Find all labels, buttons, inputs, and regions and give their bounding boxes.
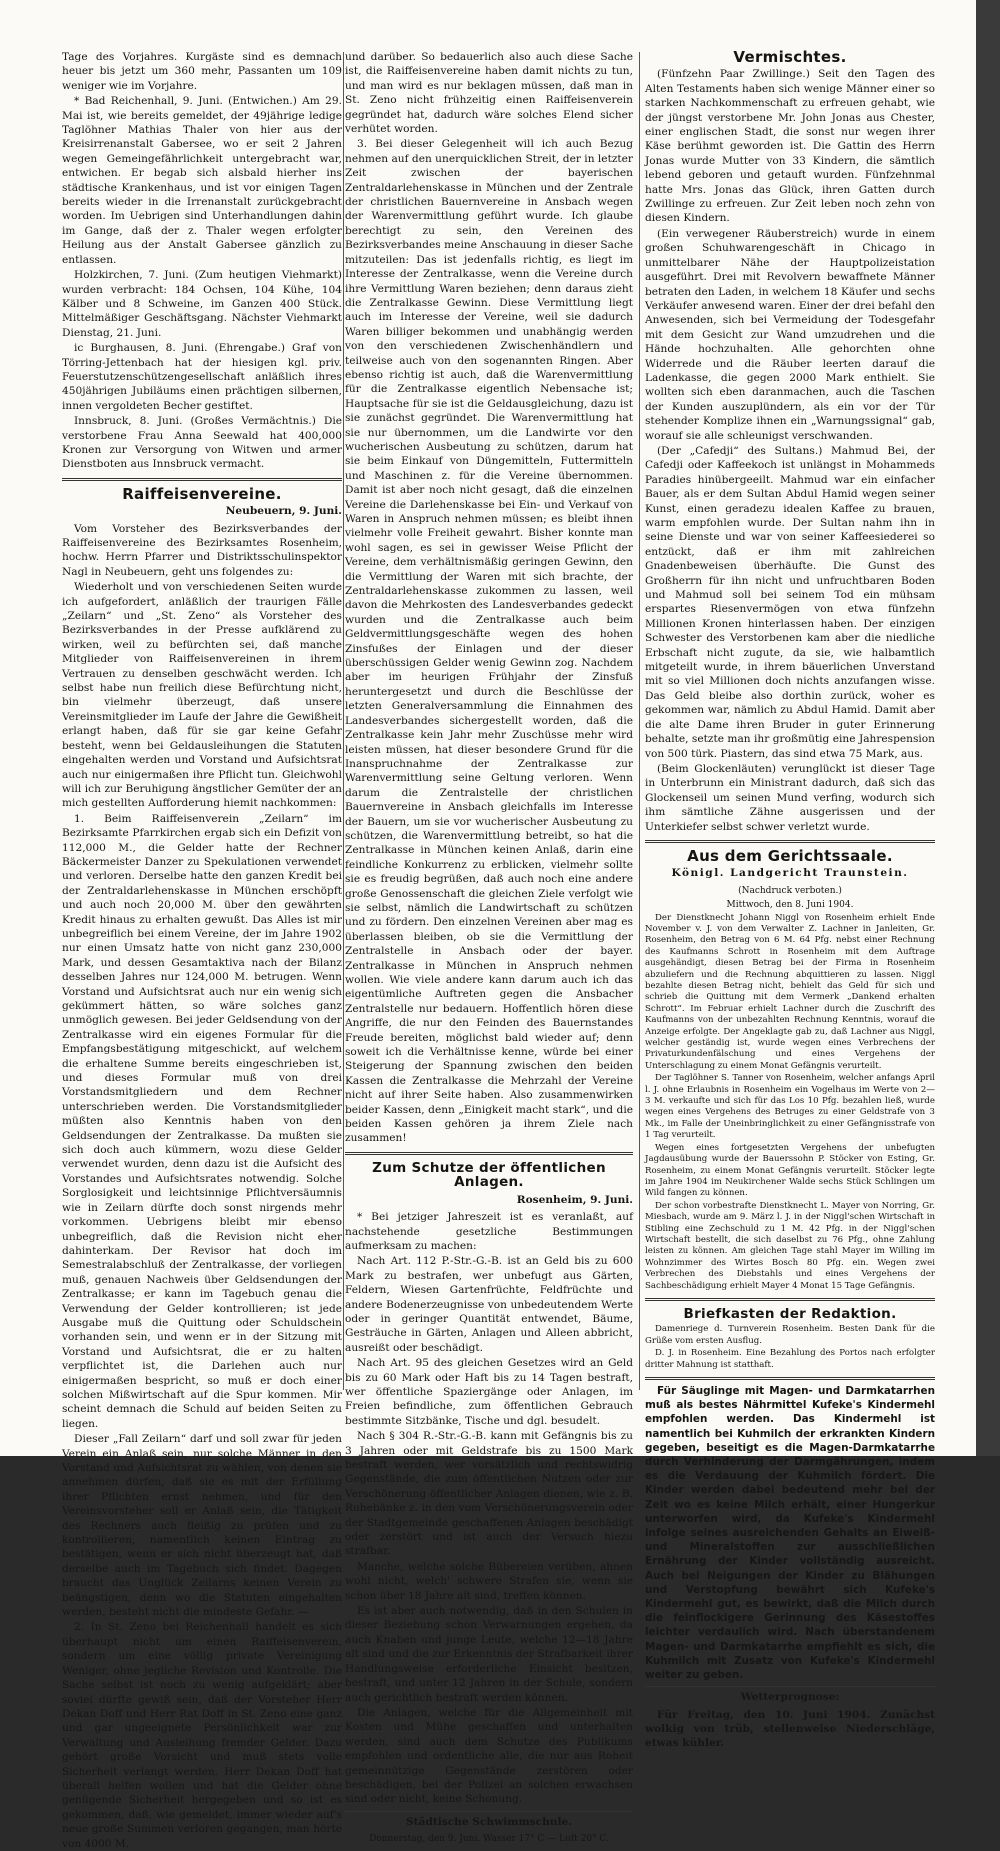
divider bbox=[645, 1686, 935, 1687]
article-paragraph: * Bei jetziger Jahreszeit ist es veranlaßt, auf nachstehende gesetzliche Bestimmungen aufmerksam zu machen: bbox=[345, 1211, 633, 1252]
article-paragraph: ic Burghausen, 8. Juni. (Ehrengabe.) Graf von Törring-Jettenbach hat der hiesigen kgl. priv. Feuerstutzenschützengesellschaft anläßlich ihres 450jährigen Jubiläums einen prächtigen silbernen, innen vergoldeten Becher gestiftet. bbox=[62, 342, 342, 412]
article-paragraph: Holzkirchen, 7. Juni. (Zum heutigen Viehmarkt) wurden verbracht: 184 Ochsen, 104 Kühe, 104 Kälber und 8 Schweine, im Ganzen 400 Stück. Mittelmäßiger Geschäftsgang. Nächster Viehmarkt Dienstag, 21. Juni. bbox=[62, 269, 342, 339]
article-paragraph: * Bad Reichenhall, 9. Juni. (Entwichen.) Am 29. Mai ist, wie bereits gemeldet, der 49jährige ledige Taglöhner Mathias Thaler von hier aus der Kreisirrenanstalt Gabersee, wo er seit 2 Jahren wegen Gemeingefährlichkeit untergebracht war, entwichen. Er begab sich alsbald hierher ins städtische Krankenhaus, und ist vor einigen Tagen bereits wieder in die Irrenanstalt zurückgebracht worden. Im Uebrigen sind Unterhandlungen dahin im Gange, daß der z. Thaler wegen erfolgter Heilung aus der Anstalt Gabersee gänzlich zu entlassen. bbox=[62, 95, 342, 266]
mailbox-entry: Damenriege d. Turnverein Rosenheim. Besten Dank für die Grüße vom ersten Ausflug. bbox=[645, 1324, 935, 1346]
swim-heading: Städtische Schwimmschule. bbox=[406, 1815, 572, 1828]
column-3 bbox=[645, 48, 935, 1750]
column-1 bbox=[62, 50, 342, 1850]
court-reports bbox=[645, 913, 935, 1292]
section-heading: Zum Schutze der öffentlichen Anlagen. bbox=[372, 1159, 606, 1191]
court-date: Mittwoch, den 8. Juni 1904. bbox=[726, 900, 854, 911]
court-report: Der Taglöhner S. Tanner von Rosenheim, welcher anfangs April l. J. ohne Erlaubnis in Rosenheim ein Vogelhaus im Werte von 2—3 M. verkaufte und sich für das Los 10 Pfg. bezahlen ließ, wurde wegen eines Vergehens des Betruges zu einer Geldstrafe von 3 Mk., im Falle der Uneinbringlichkeit zu einer Gefängnisstrafe von 1 Tag verurteilt. bbox=[645, 1073, 935, 1141]
article-paragraph: Nach Art. 112 P.-Str.-G.-B. ist an Geld bis zu 600 Mark zu bestrafen, wer unbefugt aus Gärten, Feldern, Wiesen Gartenfrüchte, Feldfrüchte und andere Bodenerzeugnisse von unbedeutendem Werte oder in geringer Quantität entwendet, Bäume, Gesträuche in Gärten, Anlagen und Alleen abbricht, ausreißt oder beschädigt. bbox=[345, 1255, 633, 1354]
page-edge bbox=[976, 0, 1000, 1456]
court-report: Wegen eines fortgesetzten Vergehens der unbefugten Jagdausübung wurde der Bauerssohn P. Stöcker von Esting, Gr. Rosenheim, zu einem Monat Gefängnis verurteilt. Stöcker legte im Jahre 1904 im Neukirchener Walde sechs Stück Schlingen um Wild fangen zu können. bbox=[645, 1142, 935, 1199]
court-subheading: Königl. Landgericht Traunstein. bbox=[671, 867, 909, 880]
weather-forecast: Für Freitag, den 10. Juni 1904. Zunächst wolkig von trüb, stellenweise Niederschläge, etwas kühler. bbox=[645, 1708, 935, 1750]
section-heading: Raiffeisenvereine. bbox=[122, 484, 282, 503]
reprint-note: (Nachdruck verboten.) bbox=[738, 885, 842, 896]
article-paragraph: (Beim Glockenläuten) verunglückt ist dieser Tage in Unterbrunn ein Ministrant dadurch, daß sich das Glockenseil um seinen Mund verfing, wodurch sich ihm sämtliche Zähne ausgerissen und der Unterkiefer selbst schwer verletzt wurde. bbox=[645, 762, 935, 833]
advertisement: Für Säuglinge mit Magen- und Darmkatarrhen muß als bestes Nährmittel Kufeke's Kindermehl empfohlen werden. Das Kindermehl ist namentlich bei Kuhmilch der erkrankten Kindern gegeben, beseitigt es die Magen-Darmkatarrhe durch Verhinderung der Darmgährungen, indem es die Verdauung der Kuhmilch fördert. Die Kinder werden dabei bedeutend mehr bei der Zeit wo es keine Milch erhält, einer Hungerkur unterworfen wird, da Kufeke's Kindermehl infolge seines ausreichenden Gehalts an Eiweiß- und Mineralstoffen zur ausschließlichen Ernährung der Kinder vollständig ausreicht. Auch bei Neigungen der Kinder zu Blähungen und Verstopfung bewährt sich Kufeke's Kindermehl gut, es bewirkt, daß die Milch durch die feinflockigere Gerinnung des Käsestoffes leichter verdaulich wird. Nach überstandenem Magen- und Darmkatarrhe empfiehlt es sich, die Kuhmilch mit Zusatz von Kufeke's Kindermehl weiter zu geben. bbox=[645, 1385, 935, 1682]
section-heading: Vermischtes. bbox=[733, 48, 847, 66]
article-paragraph: (Ein verwegener Räuberstreich) wurde in einem großen Schuhwarengeschäft in Chicago in unmittelbarer Nähe der Hauptpolizeistation ausgeführt. Drei mit Revolvern bewaffnete Männer betraten den Laden, in welchem 18 Käufer und sechs Verkäufer anwesend waren. Einer der drei befahl den Anwesenden, sich bei Vermeidung der Todesgefahr mit dem Gesicht zur Wand umzudrehen und die Hände hochzuhalten. Alle gehorchten ohne Widerrede und die Räuber leerten darauf die Ladenkasse, die gegen 2000 Mark enthielt. Sie wollten sich eben daranmachen, auch die Taschen der Kunden auszuplündern, als ein vor der Tür stehender Komplize ihnen ein „Warnungssignal“ gab, worauf sie alle schleunigst verschwanden. bbox=[645, 227, 935, 442]
divider bbox=[645, 840, 935, 843]
article-paragraph: 2. In St. Zeno bei Reichenhall handelt es sich überhaupt nicht um einen Raiffeisenverein, sondern um eine völlig private Vereinigung Weniger, ohne jegliche Revision und Kontrolle. Die Sache selbst ist noch zu wenig aufgeklärt; aber soviel dürfte gewiß sein, daß der Vorsteher Herr Dekan Doff und Herr Rat Doff in St. Zeno eine ganz und gar ungeeignete Persönlichkeit war zur Verwaltung und Ausleihung fremder Gelder. Dazu gehört große Vorsicht und muß stets volle Sicherheit verlangt werden. Herr Dekan Doff hat überall helfen wollen und hat die Gelder ohne genügende Sicherheit hergegeben und so ist es gekommen, daß, wie gemeldet, immer wieder auf's neue große Summen verloren gegangen, man hörte von 4000 M. bbox=[62, 1621, 342, 1850]
section-heading: Briefkasten der Redaktion. bbox=[683, 1305, 897, 1322]
column-divider bbox=[639, 52, 640, 1390]
article-paragraph: und darüber. So bedauerlich also auch diese Sache ist, die Raiffeisenvereine haben damit nichts zu tun, und man wird es nur beklagen müssen, daß man in St. Zeno nicht frühzeitig einen Raiffeisenverein gegründet hat, dadurch wäre solches Elend sicher verhütet worden. bbox=[345, 51, 633, 136]
section-heading: Aus dem Gerichtssaale. bbox=[687, 846, 893, 865]
article-paragraph: 3. Bei dieser Gelegenheit will ich auch Bezug nehmen auf den unerquicklichen Streit, der in letzter Zeit zwischen der bayerischen Zentraldarlehenskasse in München und der Zentrale der christlichen Bauernvereine in Ansbach wegen der Warenvermittlung geführt wurde. Ich glaube berechtigt zu sein, den Vereinen des Bezirksverbandes meine Anschauung in dieser Sache mitzuteilen: Das ist jedenfalls richtig, es liegt im Interesse der Zentralkasse, wenn die Vereine durch ihre Vermittlung Waren beziehen; denn daraus zieht die Zentralkasse Gewinn. Diese Vermittlung liegt auch im Interesse der Vereine, weil sie dadurch Waren billiger bekommen und unabhängig werden von den verschiedenen Zwischenhändlern und teilweise auch von den sogenannten Ringen. Aber ebenso richtig ist auch, daß die Warenvermittlung für die Zentralkasse eigentlich Nebensache ist; Hauptsache für sie ist die Geldausgleichung, dazu ist sie zunächst gegründet. Die Warenvermittlung hat sie nur übernommen, um die Landwirte vor den wucherischen Ausbeutung zu schützen, darum hat sie beim Einkauf von Düngemitteln, Futtermitteln und Maschinen z. für die Vereine übernommen. Damit ist aber noch nicht gesagt, daß die einzelnen Vereine die Darlehenskasse bei Ein- und Verkauf von Waren in Anspruch nehmen müssen; es bleibt ihnen vielmehr volle Freiheit gewahrt. Bisher konnte man wohl sagen, es sei in gewisser Weise Pflicht der Vereine, dem verhältnismäßig geringen Gewinn, den die Vermittlung der Waren mit sich brachte, der Zentraldarlehenskasse zukommen zu lassen, weil davon die Mehrkosten des Landesverbandes gedeckt wurden und die Zentralkasse auch beim Geldvermittlungsgeschäfte wegen des hohen Zinsfußes der Einlagen und der dieser überschüssigen Gelder wenig Gewinn zog. Nachdem aber im heurigen Frühjahr der Zinsfuß heruntergesetzt und durch die Beschlüsse der letzten Generalversammlung die Einnahmen des Landesverbandes sichergestellt worden, daß die Zentralkasse kein Jahr mehr Zuschüsse mehr wird leisten müssen, hat dieser besondere Grund für die Inanspruchnahme der Zentralkasse zur Warenvermittlung seine Geltung verloren. Wenn darum die Zentralstelle der christlichen Bauernvereine in Ansbach gleichfalls im Interesse der Bauern, um sie vor wucherischer Ausbeutung zu schützen, die Warenvermittlung betreibt, so hat die Zentralkasse in München keinen Anlaß, darin eine feindliche Konkurrenz zu erblicken, vielmehr sollte sie es freudig begrüßen, daß auch noch eine andere große Genossenschaft die gleichen Ziele verfolgt wie sie selbst, nämlich die Landwirtschaft zu schützen und zu fördern. Den einzelnen Vereinen aber mag es überlassen bleiben, ob sie die Vermittlung der Zentralstelle in Ansbach oder der bayer. Zentralkasse in München in Anspruch nehmen wollen. Wie viele andere kann darum auch ich das eigentümliche Auftreten gegen die Ansbacher Zentralstelle nur bedauern. Hoffentlich hören diese Angriffe, die nur den Feinden des Bauernstandes Freude bereiten, möglichst bald wieder auf; denn soweit ich die Verhältnisse kenne, würde bei einer Steigerung der Spannung zwischen den beiden Kassen die Zentralkasse die Mehrzahl der Vereine nicht auf ihrer Seite haben. Also zusammenwirken beider Kassen, denn „Einigkeit macht stark“, und die beiden Kassen gehören ja ihrem Ziele nach zusammen! bbox=[345, 138, 633, 1145]
mailbox-entry: D. J. in Rosenheim. Eine Bezahlung des Portos nach erfolgter dritter Mahnung ist statthaft. bbox=[645, 1348, 935, 1370]
column-divider bbox=[343, 52, 344, 1390]
court-report: Der Dienstknecht Johann Niggl von Rosenheim erhielt Ende November v. J. von dem Verwalter Z. Lachner in Janleiten, Gr. Rosenheim, den Betrag von 6 M. 64 Pfg. nebst einer Rechnung des Kaufmanns Schrott in Rosenheim mit dem Auftrage ausgehändigt, diesen Betrag bei der Firma in Rosenheim abzuliefern und die Rechnung abquittieren zu lassen. Niggl bezahlte diesen Betrag nicht, behielt das Geld für sich und schrieb die Quittung mit dem Vermerk „Dankend erhalten Schrott“. Im Februar erhielt Lachner durch die Zuschrift des Kaufmanns von der unbezahlten Rechnung Kenntnis, worauf die Anzeige erfolgte. Der Angeklagte gab zu, daß Lachner aus Niggl, welcher geständig ist, wurde wegen eines Verbrechens der Privaturkundenfälschung und eines Vergehens der Unterschlagung zu einem Monat Gefängnis verurteilt. bbox=[645, 912, 935, 1071]
court-report: Der schon vorbestrafte Dienstknecht L. Mayer von Norring, Gr. Miesbach, wurde am 9. März l. J. in der Niggl'schen Wirtschaft in Stibling eine Zechschuld zu 1 M. 42 Pfg. in der Niggl'schen Wirtschaft bestellt, die sich daselbst zu 76 Pfg., ohne Zahlung leisten zu können. Am gleichen Tage stahl Mayer im Willing im Wohnzimmer des Wirtes Bosch 80 Pfg. ein. Wegen zwei Verbrechen des Diebstahls und eines Vergehens der Sachbeschädigung erhielt Mayer 4 Monat 15 Tage Gefängnis. bbox=[645, 1200, 935, 1291]
article-paragraph: Vom Vorsteher des Bezirksverbandes der Raiffeisenvereine des Bezirksamtes Rosenheim, hochw. Herrn Pfarrer und Distriktsschulinspektor Nagl in Neubeuern, geht uns folgendes zu: bbox=[62, 522, 342, 578]
column-2 bbox=[345, 50, 633, 1845]
dateline: Neubeuern, 9. Juni. bbox=[225, 505, 342, 518]
article-paragraph: (Fünfzehn Paar Zwillinge.) Seit den Tagen des Alten Testaments haben sich wenige Männer einer so starken Nachkommenschaft zu erfreuen gehabt, wie der jüngst verstorbene Mr. John Jonas aus Chester, einer englischen Stadt, die sonst nur wegen ihrer Käse berühmt geworden ist. Die Gattin des Herrn Jonas wurde Mutter von 33 Kindern, die sämtlich lebend geboren und getauft wurden. Fünfzehnmal hatte Mrs. Jonas das Glück, ihren Gatten durch Zwillinge zu erfreuen. Zur Zeit leben noch zehn von diesen Kindern. bbox=[645, 68, 935, 225]
article-paragraph: Manche, welche solche Bübereien verüben, ahnen wohl nicht, welch' schwere Strafen sie, wenn sie schon über 18 Jahre alt sind, treffen können. bbox=[345, 1560, 633, 1602]
swim-report: Donnerstag, den 9. Juni. Wasser 17° C — Luft 20° C. bbox=[369, 1834, 609, 1845]
article-paragraph: Tage des Vorjahres. Kurgäste sind es demnach heuer bis jetzt um 360 mehr, Passanten um 109 weniger wie im Vorjahre. bbox=[62, 51, 342, 92]
article-paragraph: Es ist aber auch notwendig, daß in den Schulen in dieser Beziehung schon Verwarnungen ergehen, da auch Knaben und junge Leute, welche 12—18 Jahre alt sind und die zur Erkenntnis der Strafbarkeit ihrer Handlungsweise erforderliche Einsicht besitzen, bestraft, und unter 12 Jahren in der Schule, sondern auch gerichtlich bestraft werden können. bbox=[345, 1605, 633, 1704]
article-paragraph: Wiederholt und von verschiedenen Seiten wurde ich aufgefordert, anläßlich der traurigen Fälle „Zeilarn“ und „St. Zeno“ als Vorsteher des Bezirksverbandes in der Presse aufklärend zu wirken, weil zu befürchten sei, daß manche Mitglieder von Raiffeisenvereinen in ihrem Vertrauen zu denselben geschwächt werden. Ich selbst habe nun freilich diese Befürchtung nicht, bin vielmehr überzeugt, daß unsere Vereinsmitglieder im Laufe der Jahre die Gewißheit erlangt haben, daß für sie gar keine Gefahr besteht, wenn bei Geldausleihungen die Statuten eingehalten werden und Vorstand und Aufsichtsrat auch nur einigermaßen ihre Pflicht tun. Gleichwohl will ich zur Beruhigung ängstlicher Gemüter der an mich gestellten Aufforderung hiemit nachkommen: bbox=[62, 581, 342, 810]
divider bbox=[62, 478, 342, 481]
divider bbox=[345, 1811, 633, 1812]
article-paragraph: Nach Art. 95 des gleichen Gesetzes wird an Geld bis zu 60 Mark oder Haft bis zu 14 Tagen bestraft, wer öffentliche Spaziergänge oder Anlagen, im Freien befindliche, zum öffentlichen Gebrauch bestimmte Sitzbänke, Tische und dgl. besudelt. bbox=[345, 1357, 633, 1427]
article-paragraph: 1. Beim Raiffeisenverein „Zeilarn“ im Bezirksamte Pfarrkirchen ergab sich ein Defizit von 112,000 M., die Gelder hatte der Rechner Bäckermeister Danzer zu Spekulationen verwendet und verloren. Derselbe hatte den ganzen Kredit bei der Zentraldarlehenskasse in München erschöpft und auch noch 20,000 M. über den gewährten Kredit hinaus zu erhalten gewußt. Das Alles ist mir unbegreiflich bei einem Vereine, der im Jahre 1902 nur einen Umsatz hatte von nicht ganz 230,000 Mark, und dessen Gesamtaktiva nach der Bilanz desselben Jahres nur 124,000 M. betrugen. Wenn Vorstand und Aufsichtsrat auch nur ein wenig sich gekümmert hätten, so wäre solches ganz unmöglich gewesen. Bei jeder Geldsendung von der Zentralkasse wird ein eigenes Formular für die Empfangsbestätigung mitgeschickt, auf welchem die erhaltene Summe bereits eingeschrieben ist, und dieses Formular muß von drei Vorstandsmitgliedern und dem Rechner unterschrieben werden. Die Vorstandsmitglieder müßten also Kenntnis haben von den Geldsendungen der Zentralkasse. Da mußten sie sich doch auch kümmern, wozu diese Gelder verwendet wurden, denn dazu ist die Aufsicht des Vorstandes und Aufsichtsrates notwendig. Solche Sorglosigkeit und leichtsinnige Pflichtversäumnis wie in Zeilarn dürfte doch sonst nirgends mehr vorkommen. Uebrigens bleibt mir ebenso unbegreiflich, daß die Revision nicht eher dahinterkam. Der Revisor hat doch im Semestralabschluß der Zentralkasse, der vorliegen muß, genauen Nachweis über Geldsendungen der Zentralkasse; er kann im Tagebuch genau die Verwendung der Gelder kontrollieren; ist jede Ausgabe muß die Quittung oder Schuldschein vorhanden sein, und wenn er in der Sitzung mit Vorstand und Aufsichtsrat, die er zu halten verpflichtet ist, die Darlehen auch nur einigermaßen bespricht, so muß er doch einer solchen Mißwirtschaft auf die Spur kommen. Mir scheint demnach die Schuld auf beiden Seiten zu liegen. bbox=[62, 812, 342, 1430]
mailbox bbox=[645, 1324, 935, 1371]
article-paragraph: Dieser „Fall Zeilarn“ darf und soll zwar für jeden Verein ein Anlaß sein, nur solche Männer in den Vorstand und Aufsichtsrat zu wählen, von denen sie annehmen dürfen, daß sie es mit der Erfüllung ihrer Pflichten ernst nehmen, und für den Vereinsvorsteher soll er Anlaß sein, die Tätigkeit des Rechners auch fleißig zu prüfen und zu kontrollieren, namentlich keinen Eintrag zu bestätigen, wenn er sich nicht überzeugt hat, daß derselbe auch im Tagebuch sich findet. Dagegen braucht das Unglück Zeilarns keinen Verein zu beängstigen, denn wo die Statuten eingehalten werden, besteht nicht die mindeste Gefahr. — bbox=[62, 1433, 342, 1619]
weather-heading: Wetterprognose: bbox=[740, 1691, 840, 1704]
article-paragraph: Die Anlagen, welche für die Allgemeinheit mit Kosten und Mühe geschaffen und unterhalten werden, sind auch dem Schutze des Publikums empfohlen und ordentliche alle, die nur aus Roheit gemeinnützige Gegenstände zerstören oder beschädigen, bei der Polizei an solchen erwachsen sind oder nicht, keine Schonung. bbox=[345, 1706, 633, 1806]
divider bbox=[645, 1298, 935, 1301]
divider bbox=[645, 1377, 935, 1380]
article-paragraph: Nach § 304 R.-Str.-G.-B. kann mit Gefängnis bis zu 3 Jahren oder mit Geldstrafe bis zu 1500 Mark bestraft werden, wer vorsätzlich und rechtswidrig Gegenstände, die zum öffentlichen Nutzen oder zur Verschönerung öffentlicher Anlagen dienen, wie z. B. Ruhebänke z. in den vom Verschönerungsverein oder der Stadtgemeinde geschaffenen Anlagen beschädigt oder zerstört und ist auch der Versuch hiezu strafbar. bbox=[345, 1430, 633, 1558]
article-paragraph: Innsbruck, 8. Juni. (Großes Vermächtnis.) Die verstorbene Frau Anna Seewald hat 400,000 Kronen zur Versorgung von Witwen und armer Dienstboten aus Innsbruck vermacht. bbox=[62, 415, 342, 471]
article-paragraph: (Der „Cafedji“ des Sultans.) Mahmud Bei, der Cafedji oder Kaffeekoch ist unlängst in Mohammeds Paradies hinübergeeilt. Mahmud war ein einfacher Bauer, als er dem Sultan Abdul Hamid wegen seiner Kunst, einen geradezu idealen Kaffee zu brauen, warm empfohlen wurde. Der Sultan nahm ihn in seine Dienste und war von seiner Kaffeesiederei so entzückt, daß er ihm mit zahlreichen Gnadenbeweisen überhäufte. Die Gunst des Großherrn für ihn nicht und unfruchtbaren Boden und Mahmud soll bei seinem Tod ein mühsam erspartes Riesenvermögen von etwa fünfzehn Millionen Kronen hinterlassen haben. Der einzigen Schwester des Verstorbenen kam aber die niedliche Erbschaft nicht zugute, da sie, wie halbamtlich mitgeteilt wurde, in ihrem bäuerlichen Unverstand mit so viel Millionen doch nichts anzufangen wisse. Das Geld bleibe also dorthin zurück, woher es gekommen war, nämlich zu Abdul Hamid. Damit aber die alte Dame ihren Bruder in guter Erinnerung behalte, setzte man ihr großmütig eine Jahrespension von 500 türk. Piastern, das sind etwa 75 Mark, aus. bbox=[645, 444, 935, 760]
divider bbox=[345, 1152, 633, 1155]
dateline: Rosenheim, 9. Juni. bbox=[516, 1193, 633, 1206]
